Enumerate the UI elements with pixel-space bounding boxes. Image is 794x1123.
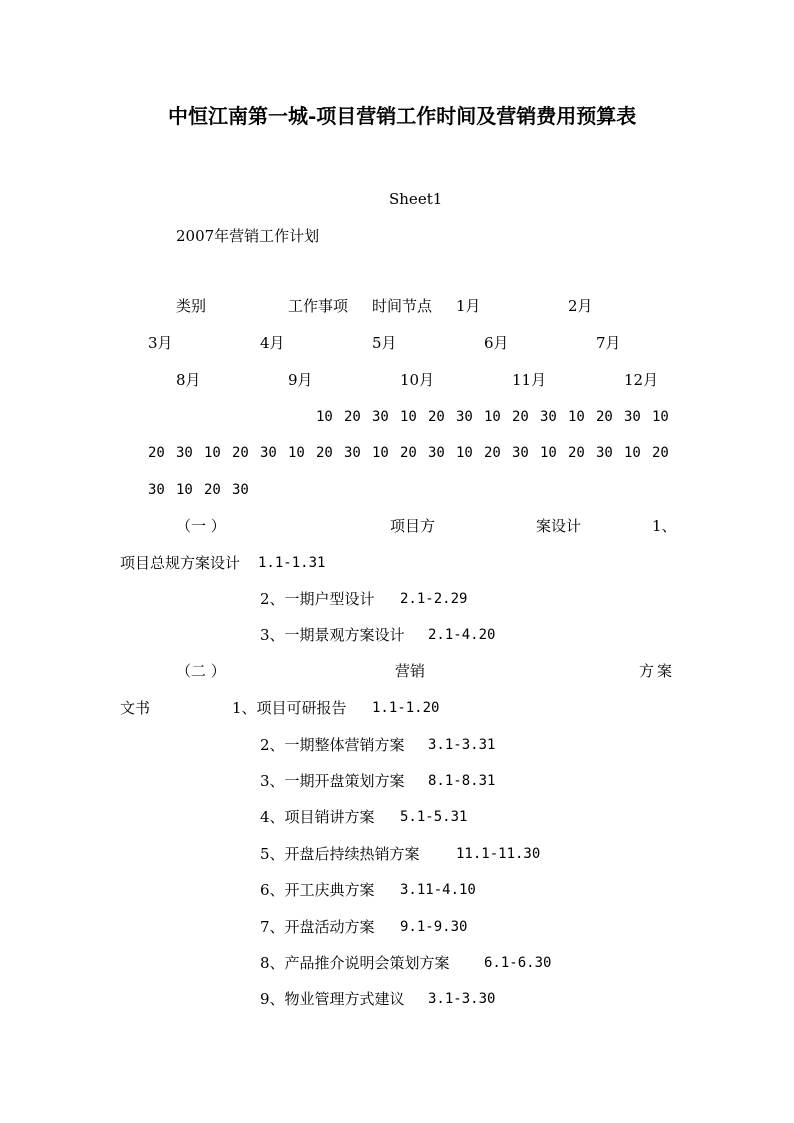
item-name: 项目销讲方案 [284,808,375,826]
day-mark: 30 [260,445,277,461]
item-number: 7、 [260,918,285,936]
item-time: 1.1-1.31 [258,555,326,571]
item-time: 3.1-3.31 [428,737,496,753]
item-number: 8、 [260,954,285,972]
day-mark: 20 [484,445,501,461]
list-item [260,808,375,826]
item-name: 一期开盘策划方案 [284,772,405,790]
day-mark: 10 [484,409,501,425]
day-mark: 10 [176,482,193,498]
item-name: 物业管理方式建议 [284,990,405,1008]
item-number: 5、 [260,845,285,863]
day-mark: 30 [344,445,361,461]
sheet-name: Sheet1 [389,190,443,208]
list-item [260,736,405,754]
month-label: 4月 [260,334,285,352]
day-mark: 30 [540,409,557,425]
section-title-part: 项目方 [390,517,436,535]
item-name: 一期户型设计 [284,590,375,608]
item-time: 6.1-6.30 [484,955,552,971]
section-label: （二 ） [176,662,226,680]
day-mark: 30 [148,482,165,498]
item-number: 1、 [232,699,257,717]
month-label: 10月 [400,371,435,389]
day-mark: 30 [176,445,193,461]
day-mark: 30 [624,409,641,425]
item-time: 8.1-8.31 [428,773,496,789]
month-label: 9月 [288,371,313,389]
item-name: 开盘后持续热销方案 [284,845,420,863]
day-mark: 20 [316,445,333,461]
day-mark: 30 [596,445,613,461]
item-time: 3.1-3.30 [428,991,496,1007]
month-label: 5月 [372,334,397,352]
header-work-item: 工作事项 [288,297,349,315]
item-time: 2.1-2.29 [400,591,468,607]
list-item [260,772,405,790]
day-mark: 20 [232,445,249,461]
item-time: 1.1-1.20 [372,700,440,716]
header-time-node: 时间节点 [372,297,433,315]
list-item [260,990,405,1008]
day-mark: 10 [540,445,557,461]
day-mark: 20 [148,445,165,461]
day-mark: 20 [400,445,417,461]
item-time: 11.1-11.30 [456,846,541,862]
day-mark: 30 [456,409,473,425]
item-time: 5.1-5.31 [400,809,468,825]
list-item [260,590,375,608]
section-title-part: 方案 [639,662,676,680]
day-mark: 30 [372,409,389,425]
day-mark: 10 [652,409,669,425]
page-title: 中恒江南第一城-项目营销工作时间及营销费用预算表 [168,104,637,128]
item-number: 2、 [260,590,285,608]
month-label: 8月 [176,371,201,389]
header-category: 类别 [176,297,207,315]
item-name: 一期整体营销方案 [284,736,405,754]
list-item [260,845,420,863]
plan-title: 2007年营销工作计划 [176,227,320,245]
item-name: 产品推介说明会策划方案 [284,954,450,972]
item-number: 6、 [260,881,285,899]
list-item [260,881,375,899]
day-mark: 10 [372,445,389,461]
item-name: 一期景观方案设计 [284,626,405,644]
item-number: 3、 [260,772,285,790]
item-number: 3、 [260,626,285,644]
item-time: 3.11-4.10 [400,882,476,898]
month-label: 6月 [484,334,509,352]
day-mark: 10 [288,445,305,461]
day-mark: 10 [316,409,333,425]
list-item [232,699,347,717]
day-mark: 10 [400,409,417,425]
list-item [260,954,450,972]
day-mark: 20 [568,445,585,461]
month-label: 12月 [624,371,659,389]
section-title-part: 案设计 [536,517,582,535]
item-number: 1、 [652,517,677,535]
day-mark: 10 [204,445,221,461]
day-mark: 30 [512,445,529,461]
item-time: 2.1-4.20 [428,627,496,643]
item-name: 项目总规方案设计 [120,554,241,572]
item-time: 9.1-9.30 [400,919,468,935]
list-item [260,626,405,644]
item-name: 开盘活动方案 [284,918,375,936]
month-label: 1月 [456,297,481,315]
day-mark: 20 [512,409,529,425]
item-name: 项目可研报告 [256,699,347,717]
day-mark: 30 [428,445,445,461]
day-mark: 20 [428,409,445,425]
item-number: 9、 [260,990,285,1008]
day-mark: 30 [232,482,249,498]
month-label: 11月 [512,371,547,389]
day-mark: 20 [652,445,669,461]
section-title-part: 文书 [120,699,151,717]
section-title-part: 营销 [395,662,426,680]
month-label: 7月 [596,334,621,352]
item-number: 4、 [260,808,285,826]
month-label: 2月 [568,297,593,315]
day-mark: 20 [344,409,361,425]
item-name: 开工庆典方案 [284,881,375,899]
day-mark: 20 [596,409,613,425]
day-mark: 10 [456,445,473,461]
day-mark: 10 [624,445,641,461]
month-label: 3月 [148,334,173,352]
section-label: （一 ） [176,517,226,535]
day-mark: 10 [568,409,585,425]
day-mark: 20 [204,482,221,498]
list-item [260,918,375,936]
item-number: 2、 [260,736,285,754]
